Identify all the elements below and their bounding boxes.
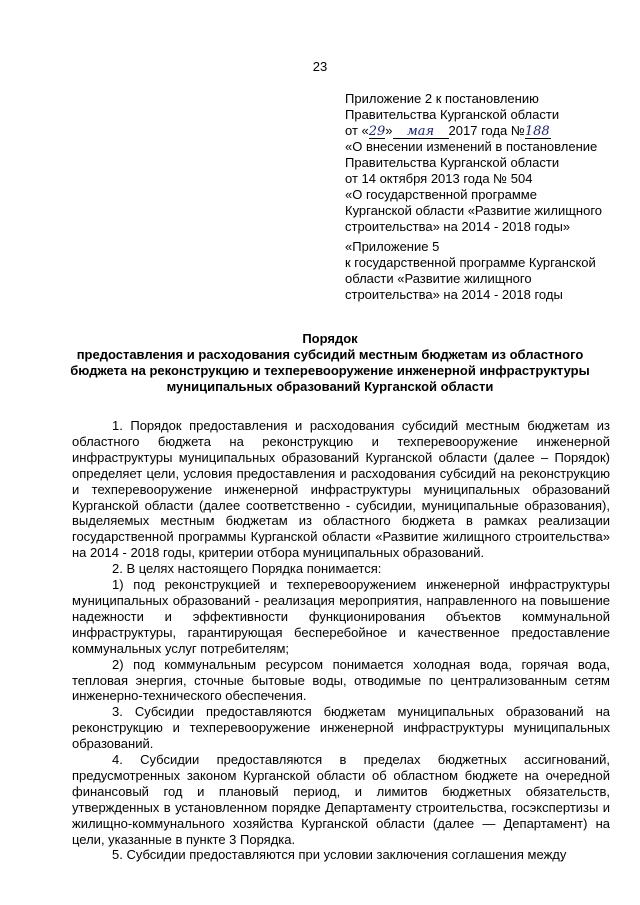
appendix2-line-1: «Приложение 5 — [345, 239, 440, 254]
document-body — [72, 418, 610, 863]
handwritten-day: 29 — [368, 124, 386, 139]
date-prefix: от « — [345, 123, 369, 138]
title-line-1: Порядок — [302, 331, 358, 346]
appendix-line-4: «О внесении изменений в постановление — [345, 139, 598, 154]
appendix-line-1: Приложение 2 к постановлению — [345, 91, 539, 106]
appendix-line-8: Курганской области «Развитие жилищного — [345, 203, 603, 218]
paragraph-1: 1. Порядок предоставления и расходования субсидий местным бюджетам из областного бюджета на реконструкцию и техперевооружение инженерной инфраструктуры муниципальных образований Курганской области (далее – Порядок) определяет цели, условия предоставления и расходования субсидий на реконструкцию и техперевооружение инженерной инфраструктуры муниципальных образований Курганской области (далее соответственно - субсидии, муниципальные образования), выделяемых местным бюджетам из областного бюджета в рамках реализации государственной программы Курганской области «Развитие жилищного строительства» на 2014 - 2018 годы, критерии отбора муниципальных образований. — [72, 418, 610, 561]
appendix-line-3 — [345, 123, 615, 139]
paragraph-6: 4. Субсидии предоставляются в пределах бюджетных ассигнований, предусмотренных законом Курганской области об областном бюджете на очередной финансовый год и плановый период, и лимитов бюджетных обязательств, утвержденных в установленном порядке Департаменту строительства, госэкспертизы и жилищно-коммунального хозяйства Курганской области (далее — Департамент) на цели, указанные в пункте 3 Порядка. — [72, 752, 610, 847]
appendix-line-6: от 14 октября 2013 года № 504 — [345, 171, 533, 186]
paragraph-5: 3. Субсидии предоставляются бюджетам муниципальных образований на реконструкцию и техперевооружение инженерной инфраструктуры муниципальных образований. — [72, 704, 610, 752]
appendix2-line-3: области «Развитие жилищного — [345, 271, 532, 286]
appendix-5-header — [345, 239, 615, 303]
appendix-header — [345, 91, 615, 235]
appendix-line-7: «О государственной программе — [345, 187, 537, 202]
appendix2-line-2: к государственной программе Курганской — [345, 255, 596, 270]
page-number: 23 — [312, 59, 328, 74]
paragraph-7: 5. Субсидии предоставляются при условии заключения соглашения между — [112, 847, 567, 863]
title-line-3: бюджета на реконструкцию и техперевооружение инженерной инфраструктуры — [70, 363, 590, 378]
document-title — [50, 331, 610, 395]
date-year: 2017 года № — [448, 123, 525, 138]
handwritten-number: 188 — [524, 124, 550, 139]
paragraph-3: 1) под реконструкцией и техперевооружением инженерной инфраструктуры муниципальных образований - реализация мероприятия, направленного на повышение надежности и эффективности функционирования объектов коммунальной инфраструктуры, гарантирующая бесперебойное и качественное предоставление коммунальных услуг потребителям; — [72, 577, 610, 656]
title-line-2: предоставления и расходования субсидий местным бюджетам из областного — [76, 347, 584, 362]
title-line-4: муниципальных образований Курганской области — [166, 379, 494, 394]
paragraph-2: 2. В целях настоящего Порядка понимается: — [112, 561, 382, 577]
appendix-line-9: строительства» на 2014 - 2018 годы» — [345, 219, 571, 234]
date-quote: » — [385, 123, 393, 138]
appendix2-line-4: строительства» на 2014 - 2018 годы — [345, 287, 563, 302]
appendix-line-5: Правительства Курганской области — [345, 155, 560, 170]
paragraph-4: 2) под коммунальным ресурсом понимается холодная вода, горячая вода, тепловая энергия, сточные бытовые воды, отводимые по централизованным сетям инженерно-технического обеспечения. — [72, 656, 610, 704]
handwritten-month: мая — [393, 125, 449, 139]
appendix-line-2: Правительства Курганской области — [345, 107, 560, 122]
